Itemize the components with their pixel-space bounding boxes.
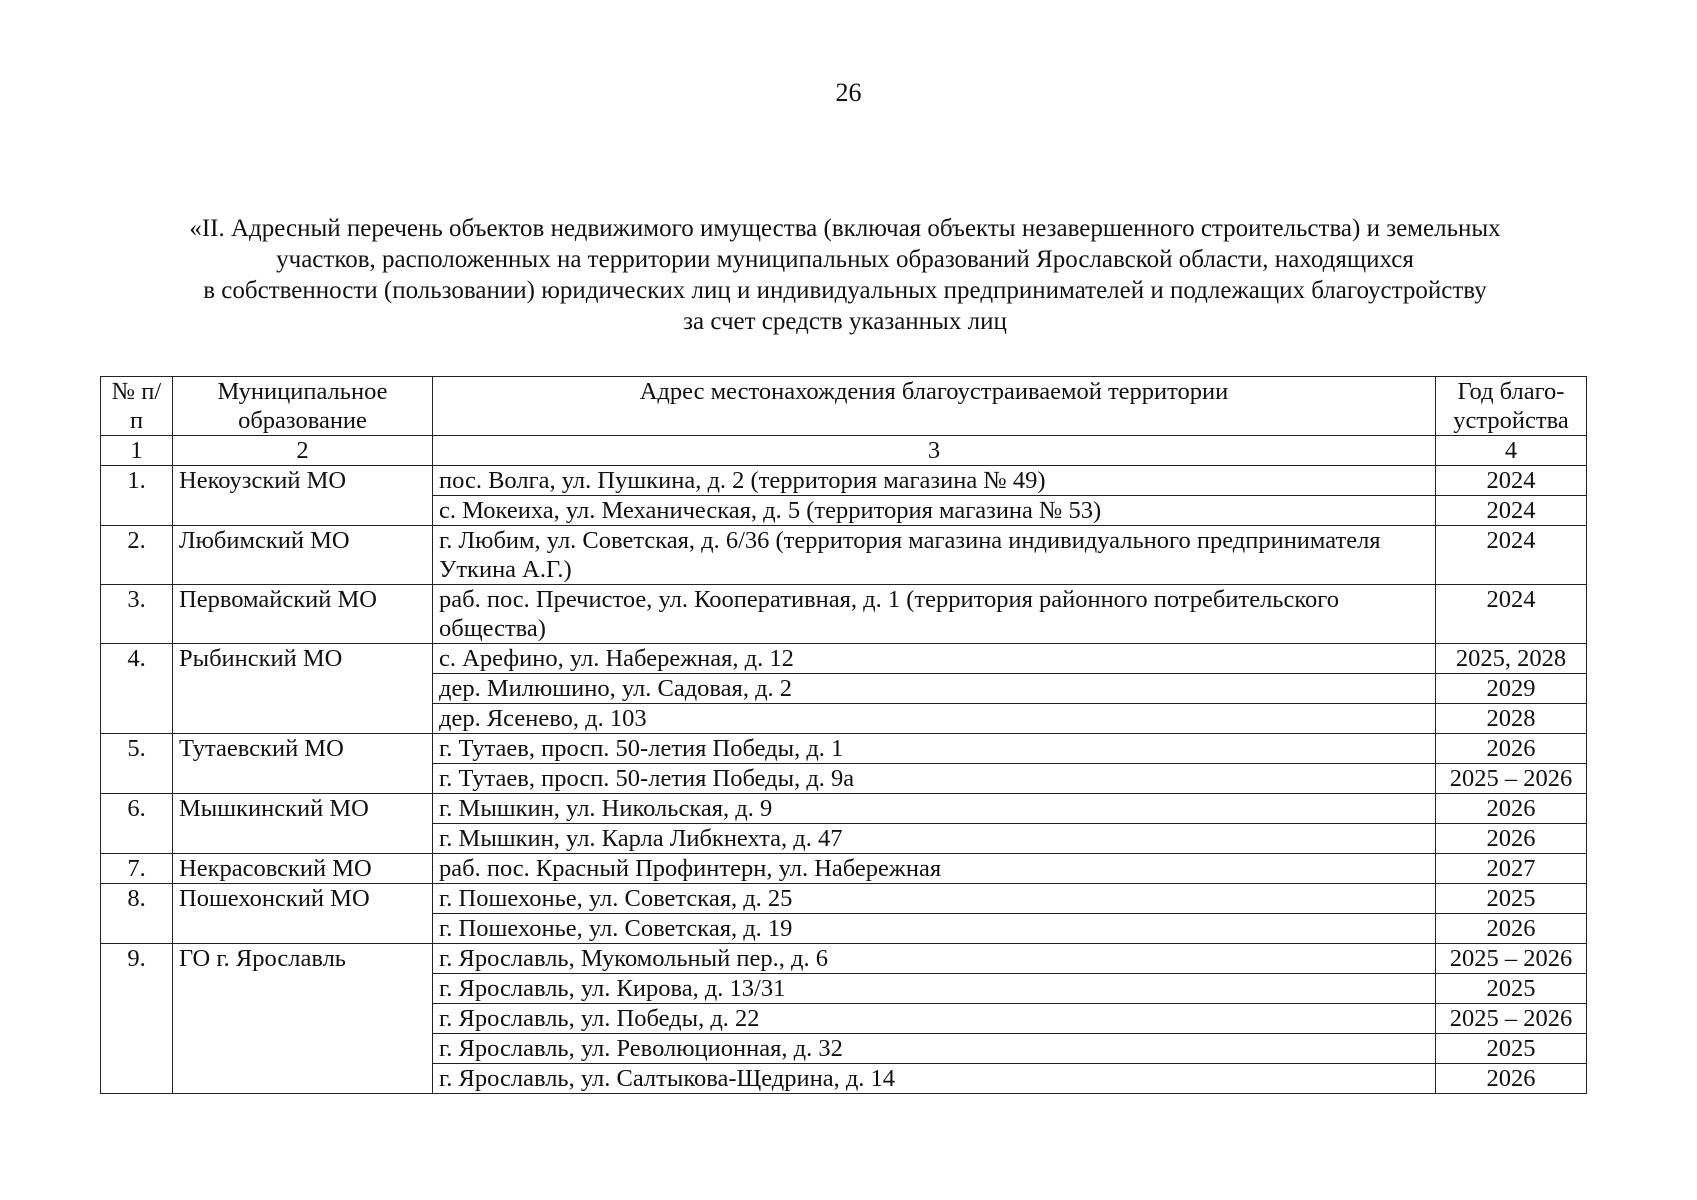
column-number: 1 xyxy=(101,436,173,466)
row-number: 4. xyxy=(101,644,173,734)
address-cell: раб. пос. Красный Профинтерн, ул. Набережная xyxy=(433,854,1436,884)
table-row xyxy=(101,794,1587,824)
municipality-cell: ГО г. Ярославль xyxy=(173,944,433,1094)
table-row xyxy=(101,734,1587,764)
table-row xyxy=(101,854,1587,884)
address-cell: г. Мышкин, ул. Никольская, д. 9 xyxy=(433,794,1436,824)
year-cell: 2025, 2028 xyxy=(1436,644,1587,674)
address-cell: г. Пошехонье, ул. Советская, д. 25 xyxy=(433,884,1436,914)
year-cell: 2024 xyxy=(1436,496,1587,526)
page-number: 26 xyxy=(835,78,862,107)
address-cell: дер. Милюшино, ул. Садовая, д. 2 xyxy=(433,674,1436,704)
column-number: 2 xyxy=(173,436,433,466)
year-cell: 2024 xyxy=(1436,585,1587,644)
column-number: 3 xyxy=(433,436,1436,466)
year-cell: 2026 xyxy=(1436,1064,1587,1094)
year-cell: 2026 xyxy=(1436,824,1587,854)
year-cell: 2025 xyxy=(1436,1034,1587,1064)
table-row xyxy=(101,585,1587,644)
table-body xyxy=(101,377,1587,1094)
header-mo: Муниципальное образование xyxy=(173,377,433,436)
row-number: 1. xyxy=(101,466,173,526)
year-cell: 2028 xyxy=(1436,704,1587,734)
column-number-row xyxy=(101,436,1587,466)
address-cell: с. Арефино, ул. Набережная, д. 12 xyxy=(433,644,1436,674)
year-cell: 2027 xyxy=(1436,854,1587,884)
row-number: 9. xyxy=(101,944,173,1094)
municipality-cell: Тутаевский МО xyxy=(173,734,433,794)
year-cell: 2026 xyxy=(1436,734,1587,764)
year-cell: 2025 xyxy=(1436,974,1587,1004)
address-cell: г. Любим, ул. Советская, д. 6/36 (территория магазина индивидуального предпринимателя Уткина А.Г.) xyxy=(433,526,1436,585)
address-table xyxy=(100,376,1587,1094)
address-cell: г. Тутаев, просп. 50-летия Победы, д. 9а xyxy=(433,764,1436,794)
year-cell: 2024 xyxy=(1436,466,1587,496)
year-cell: 2025 – 2026 xyxy=(1436,1004,1587,1034)
municipality-cell: Мышкинский МО xyxy=(173,794,433,854)
table-row xyxy=(101,644,1587,674)
title-line: за счет средств указанных лиц xyxy=(683,308,1007,335)
title-line: в собственности (пользовании) юридических лиц и индивидуальных предпринимателей и подлежащих благоустройству xyxy=(203,277,1487,304)
municipality-cell: Пошехонский МО xyxy=(173,884,433,944)
year-cell: 2026 xyxy=(1436,794,1587,824)
column-number: 4 xyxy=(1436,436,1587,466)
municipality-cell: Первомайский МО xyxy=(173,585,433,644)
municipality-cell: Некоузский МО xyxy=(173,466,433,526)
year-cell: 2025 xyxy=(1436,884,1587,914)
title-line: «II. Адресный перечень объектов недвижимого имущества (включая объекты незавершенного строительства) и земельных xyxy=(189,215,1501,242)
address-cell: г. Ярославль, Мукомольный пер., д. 6 xyxy=(433,944,1436,974)
table-row xyxy=(101,526,1587,585)
row-number: 6. xyxy=(101,794,173,854)
address-cell: раб. пос. Пречистое, ул. Кооперативная, д. 1 (территория районного потребительского общества) xyxy=(433,585,1436,644)
year-cell: 2024 xyxy=(1436,526,1587,585)
address-cell: пос. Волга, ул. Пушкина, д. 2 (территория магазина № 49) xyxy=(433,466,1436,496)
header-address: Адрес местонахождения благоустраиваемой территории xyxy=(433,377,1436,436)
year-cell: 2025 – 2026 xyxy=(1436,944,1587,974)
municipality-cell: Любимский МО xyxy=(173,526,433,585)
year-cell: 2025 – 2026 xyxy=(1436,764,1587,794)
address-cell: г. Пошехонье, ул. Советская, д. 19 xyxy=(433,914,1436,944)
document-title xyxy=(90,213,1600,337)
header-year: Год благо-устройства xyxy=(1436,377,1587,436)
table-row xyxy=(101,466,1587,496)
address-cell: дер. Ясенево, д. 103 xyxy=(433,704,1436,734)
address-cell: с. Мокеиха, ул. Механическая, д. 5 (территория магазина № 53) xyxy=(433,496,1436,526)
table-row xyxy=(101,884,1587,914)
table-row xyxy=(101,944,1587,974)
municipality-cell: Рыбинский МО xyxy=(173,644,433,734)
address-cell: г. Ярославль, ул. Революционная, д. 32 xyxy=(433,1034,1436,1064)
row-number: 5. xyxy=(101,734,173,794)
row-number: 7. xyxy=(101,854,173,884)
header-num: № п/п xyxy=(101,377,173,436)
address-cell: г. Ярославль, ул. Кирова, д. 13/31 xyxy=(433,974,1436,1004)
header-row xyxy=(101,377,1587,436)
year-cell: 2029 xyxy=(1436,674,1587,704)
row-number: 2. xyxy=(101,526,173,585)
title-line: участков, расположенных на территории муниципальных образований Ярославской области, находящихся xyxy=(276,246,1414,273)
address-cell: г. Мышкин, ул. Карла Либкнехта, д. 47 xyxy=(433,824,1436,854)
municipality-cell: Некрасовский МО xyxy=(173,854,433,884)
address-cell: г. Ярославль, ул. Победы, д. 22 xyxy=(433,1004,1436,1034)
row-number: 8. xyxy=(101,884,173,944)
address-cell: г. Ярославль, ул. Салтыкова-Щедрина, д. 14 xyxy=(433,1064,1436,1094)
row-number: 3. xyxy=(101,585,173,644)
year-cell: 2026 xyxy=(1436,914,1587,944)
address-cell: г. Тутаев, просп. 50-летия Победы, д. 1 xyxy=(433,734,1436,764)
